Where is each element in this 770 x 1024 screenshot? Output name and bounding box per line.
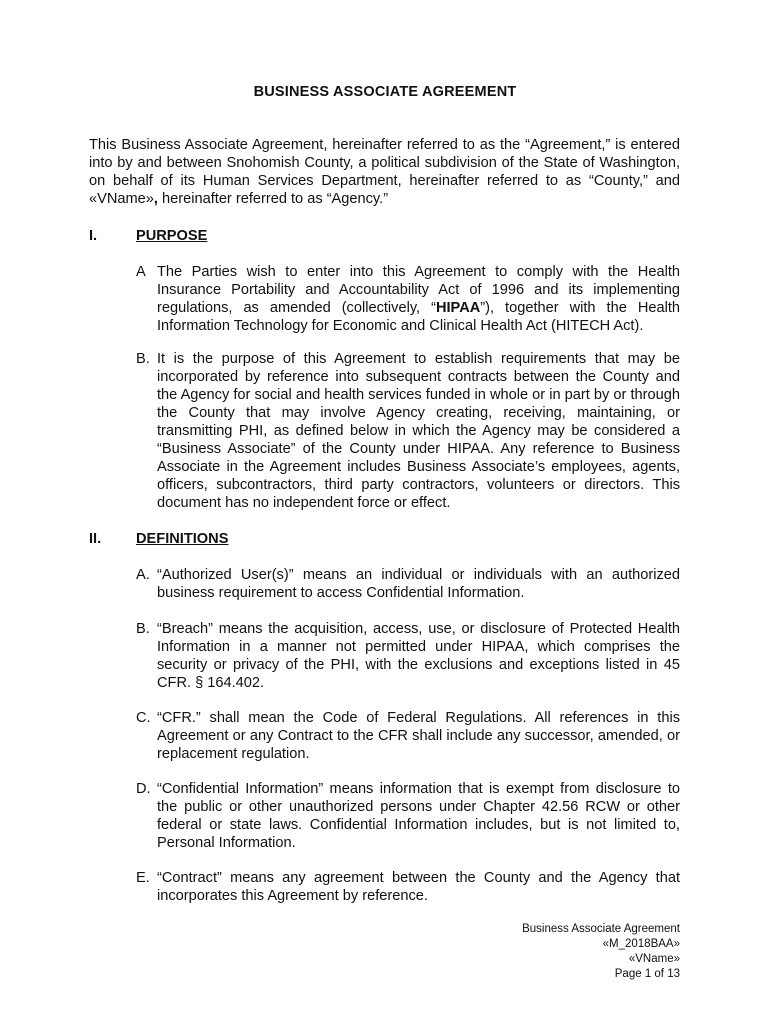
- footer-vendor-name: «VName»: [628, 953, 680, 965]
- page-footer: [522, 922, 680, 982]
- intro-bold-comma: ,: [153, 191, 158, 207]
- item-letter: D.: [136, 781, 151, 797]
- definition-item-b: [136, 620, 680, 692]
- footer-template-code: «M_2018BAA»: [602, 938, 680, 950]
- item-text: “Confidential Information” means information that is exempt from disclosure to the public or other unauthorized persons under Chapter 42.56 RCW or other federal or state laws. Confidential Information includes, but is not limited to, Personal Information.: [157, 781, 680, 851]
- definition-item-d: [136, 780, 680, 852]
- item-text: “Breach” means the acquisition, access, use, or disclosure of Protected Health Information in a manner not permitted under HIPAA, which comprises the security or privacy of the PHI, with the exclusions and exceptions listed in 45 CFR. § 164.402.: [157, 621, 680, 691]
- document-title: BUSINESS ASSOCIATE AGREEMENT: [253, 84, 517, 100]
- section-1-title: PURPOSE: [136, 228, 208, 244]
- definition-item-a: [136, 566, 680, 602]
- definition-item-e: [136, 869, 680, 905]
- item-letter: A: [136, 264, 146, 280]
- footer-page-number: Page 1 of 13: [614, 968, 680, 980]
- footer-doc-name: Business Associate Agreement: [522, 923, 680, 935]
- section-2-title: DEFINITIONS: [136, 531, 229, 547]
- section-2-number: II.: [89, 531, 102, 547]
- item-text: It is the purpose of this Agreement to establish requirements that may be incorporated by reference into subsequent contracts between the County and the Agency for social and health services funded in whole or in part by or through the County that may involve Agency creating, receiving, maintaining, or transmitting PHI, as defined below in which the Agency may be considered a “Business Associate” of the County under HIPAA. Any reference to Business Associate in the Agreement includes Business Associate’s employees, agents, officers, subcontractors, third party contractors, volunteers or directors. This document has no independent force or effect.: [157, 351, 680, 511]
- item-letter: E.: [136, 870, 150, 886]
- item-letter: C.: [136, 710, 151, 726]
- item-letter: A.: [136, 567, 150, 583]
- definition-item-c: [136, 709, 680, 763]
- hipaa-bold: HIPAA: [435, 300, 481, 316]
- item-text-after: ”), together with the Health Information Technology for Economic and Clinical Health Act (HITECH Act).: [157, 300, 681, 334]
- item-text-before: The Parties wish to enter into this Agreement to comply with the Health Insurance Portability and Accountability Act of 1996 and its implementing regulations, as amended (collectively, “: [157, 264, 680, 316]
- purpose-item-a: [136, 263, 680, 335]
- item-text: “Authorized User(s)” means an individual or individuals with an authorized business requirement to access Confidential Information.: [157, 567, 680, 601]
- item-text: [157, 263, 680, 335]
- item-text: “Contract” means any agreement between the County and the Agency that incorporates this Agreement by reference.: [157, 870, 680, 904]
- purpose-item-b: [136, 350, 680, 512]
- intro-text-part2: hereinafter referred to as “Agency.”: [157, 191, 389, 207]
- section-1-number: I.: [89, 228, 98, 244]
- intro-text-part1: This Business Associate Agreement, hereinafter referred to as the “Agreement,” is entered into by and between Snohomish County, a political subdivision of the State of Washington, on behalf of its Human Services Department, hereinafter referred to as “County,” and «VName»: [89, 137, 680, 207]
- item-text: “CFR.” shall mean the Code of Federal Regulations. All references in this Agreement or any Contract to the CFR shall include any successor, amended, or replacement regulation.: [157, 710, 680, 762]
- item-letter: B.: [136, 621, 150, 637]
- item-letter: B.: [136, 351, 150, 367]
- intro-paragraph: [89, 136, 680, 208]
